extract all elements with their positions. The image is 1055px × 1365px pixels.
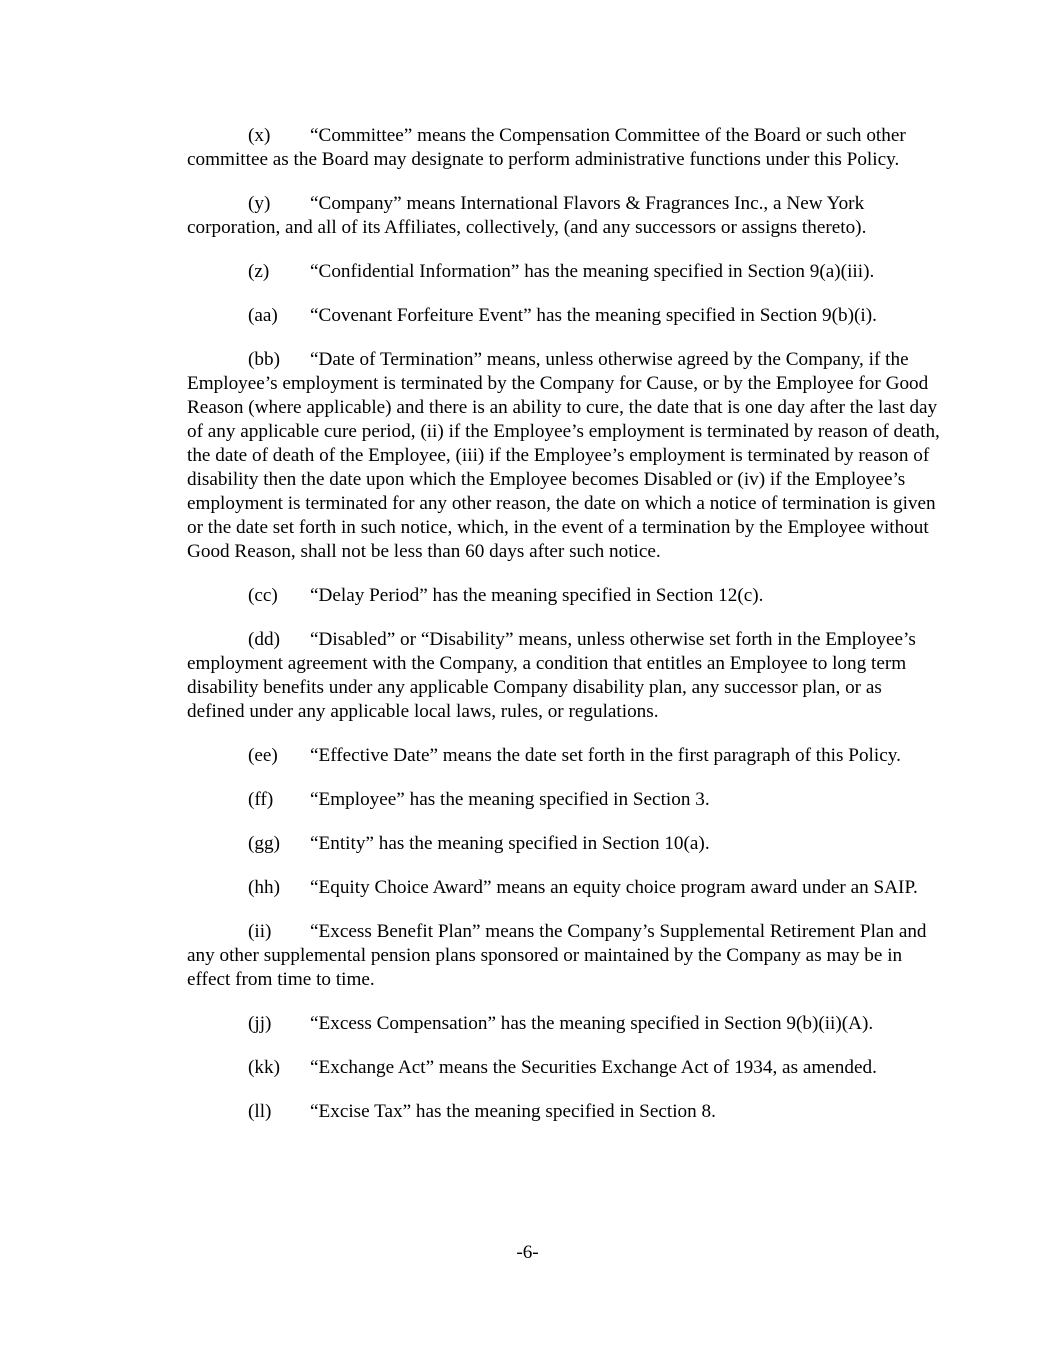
definition-paragraph: [187, 788, 942, 812]
definition-label: (x): [248, 125, 271, 146]
definition-label: (ee): [248, 745, 278, 766]
definition-text: “Delay Period” has the meaning specified in Section 12(c).: [310, 585, 764, 606]
definition-paragraph: [187, 1012, 942, 1036]
definition-paragraph: [187, 832, 942, 856]
definition-text: “Exchange Act” means the Securities Exchange Act of 1934, as amended.: [310, 1057, 877, 1078]
definition-paragraph: [187, 744, 942, 768]
definition-paragraph: [187, 628, 942, 724]
definition-label: (dd): [248, 629, 280, 650]
page-number: -6-: [516, 1242, 539, 1263]
definition-text: “Disabled” or “Disability” means, unless otherwise set forth in the Employee’s employment agreement with the Company, a condition that entitles an Employee to long term disability benefits under any applicable Company disability plan, any successor plan, or as defined under any applicable local laws, rules, or regulations.: [187, 629, 916, 722]
definition-text: “Company” means International Flavors & Fragrances Inc., a New York corporation, and all of its Affiliates, collectively, (and any successors or assigns thereto).: [187, 193, 867, 238]
definition-paragraph: [187, 348, 942, 564]
definition-paragraph: [187, 124, 942, 172]
definition-text: “Entity” has the meaning specified in Section 10(a).: [310, 833, 710, 854]
definition-label: (y): [248, 193, 271, 214]
definition-text: “Confidential Information” has the meaning specified in Section 9(a)(iii).: [310, 261, 875, 282]
definition-label: (z): [248, 261, 270, 282]
definition-text: “Employee” has the meaning specified in Section 3.: [310, 789, 710, 810]
definition-label: (bb): [248, 349, 280, 370]
document-body: [187, 124, 942, 1144]
definition-label: (jj): [248, 1013, 272, 1034]
definition-text: “Excess Benefit Plan” means the Company’s Supplemental Retirement Plan and any other supplemental pension plans sponsored or maintained by the Company as may be in effect from time to time.: [187, 921, 927, 990]
definition-paragraph: [187, 192, 942, 240]
definition-paragraph: [187, 1100, 942, 1124]
definition-label: (hh): [248, 877, 280, 898]
definition-text: “Date of Termination” means, unless otherwise agreed by the Company, if the Employee’s employment is terminated by the Company for Cause, or by the Employee for Good Reason (where applicable) and there is an ability to cure, the date that is one day after the last day of any applicable cure period, (ii) if the Employee’s employment is terminated by reason of death, the date of death of the Employee, (iii) if the Employee’s employment is terminated by reason of disability then the date upon which the Employee becomes Disabled or (iv) if the Employee’s employment is terminated for any other reason, the date on which a notice of termination is given or the date set forth in such notice, which, in the event of a termination by the Employee without Good Reason, shall not be less than 60 days after such notice.: [187, 349, 940, 562]
definition-text: “Excise Tax” has the meaning specified in Section 8.: [310, 1101, 716, 1122]
definition-paragraph: [187, 260, 942, 284]
definition-paragraph: [187, 1056, 942, 1080]
definition-text: “Excess Compensation” has the meaning specified in Section 9(b)(ii)(A).: [310, 1013, 874, 1034]
definition-paragraph: [187, 584, 942, 608]
definition-text: “Effective Date” means the date set forth in the first paragraph of this Policy.: [310, 745, 901, 766]
definition-label: (cc): [248, 585, 278, 606]
definition-label: (gg): [248, 833, 280, 854]
definition-label: (ff): [248, 789, 274, 810]
definition-text: “Committee” means the Compensation Committee of the Board or such other committee as the Board may designate to perform administrative functions under this Policy.: [187, 125, 906, 170]
definition-paragraph: [187, 876, 942, 900]
definition-paragraph: [187, 920, 942, 992]
definition-label: (kk): [248, 1057, 280, 1078]
definition-text: “Covenant Forfeiture Event” has the meaning specified in Section 9(b)(i).: [310, 305, 877, 326]
definition-label: (aa): [248, 305, 278, 326]
definition-label: (ll): [248, 1101, 272, 1122]
definition-paragraph: [187, 304, 942, 328]
definition-text: “Equity Choice Award” means an equity choice program award under an SAIP.: [310, 877, 918, 898]
definition-label: (ii): [248, 921, 272, 942]
